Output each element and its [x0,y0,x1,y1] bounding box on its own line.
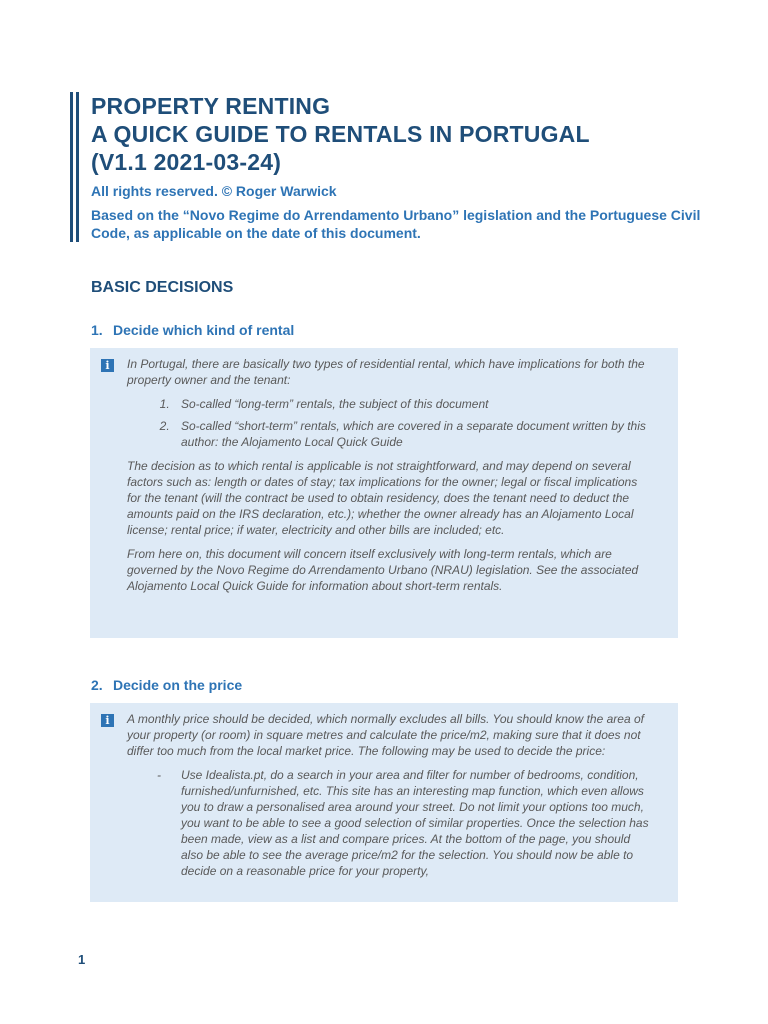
list-item: 1. So-called “long-term” rentals, the subject of this document [173,396,654,412]
note-paragraph: The decision as to which rental is applicable is not straightforward, and may depend on several factors such as: length or dates of stay; tax implications for the owner; legal or fiscal implications for the tenant (will the contract be used to obtain residency, does the tenant need to deduct the amounts paid on the IRS declaration, etc.); whether the owner already has an Alojamento Local license; rental price; if water, electricity and other bills are included; etc. [127,459,638,537]
legislation-basis: Based on the “Novo Regime do Arrendamento Urbano” legislation and the Portuguese Civil Code, as applicable on the date of this document. [91,207,701,241]
note-intro: In Portugal, there are basically two types of residential rental, which have implications for both the property owner and the tenant: [127,357,645,387]
note-paragraph: From here on, this document will concern itself exclusively with long-term rentals, which are governed by the Novo Regime do Arrendamento Urbano (NRAU) legislation. See the associated Alojamento Local Quick Guide for information about short-term rentals. [127,547,639,593]
note-intro: A monthly price should be decided, which normally excludes all bills. You should know the area of your property (or room) in square metres and calculate the price/m2, making sure that it does not differ too much from the local market price. The following may be used to decide the price: [127,712,644,758]
item-title: Decide which kind of rental [113,322,295,338]
note-box-rental-kind [90,348,678,638]
item-number: 2. [91,677,103,693]
item-heading-2 [91,677,242,693]
doc-title-line-2: A QUICK GUIDE TO RENTALS IN PORTUGAL [91,121,590,147]
item-number: 1. [91,322,103,338]
price-bullet-list [127,767,654,879]
info-icon: i [101,714,114,727]
item-heading-1 [91,322,294,338]
info-icon: i [101,359,114,372]
doc-title-line-3: (V1.1 2021-03-24) [91,149,282,175]
rental-type-list [127,396,654,450]
list-item: 2. So-called “short-term” rentals, which are covered in a separate document written by this author: the Alojamento Local Quick Guide [173,418,654,450]
section-heading: BASIC DECISIONS [91,279,234,296]
list-item: - Use Idealista.pt, do a search in your area and filter for number of bedrooms, condition, furnished/unfurnished, etc. This site has an interesting map function, which even allows you to draw a personalised area around your street. Do not limit your options too much, you want to be able to see a good selection of similar properties. Once the selection has been made, view as a list and compare prices. At the bottom of the page, you should also be able to see the average price/m2 for the selection. You should now be able to decide on a reasonable price for your property, [157,767,654,879]
doc-title-line-1: PROPERTY RENTING [91,93,331,119]
item-title: Decide on the price [113,677,243,693]
page-number: 1 [78,952,86,967]
note-box-price [90,703,678,902]
title-block [76,92,731,242]
copyright-notice: All rights reserved. © Roger Warwick [91,183,337,199]
